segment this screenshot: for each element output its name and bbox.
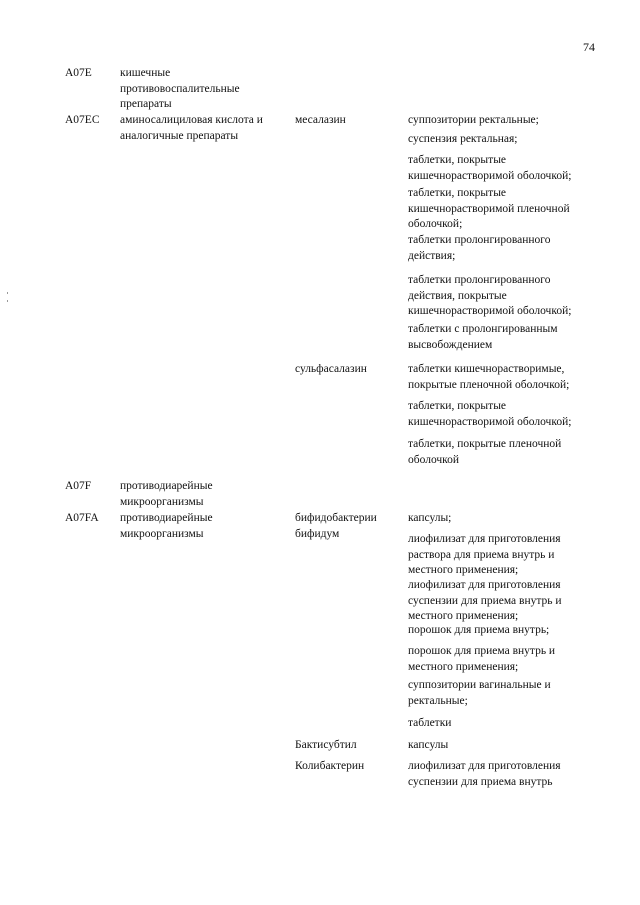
- form-8: [408, 362, 569, 393]
- form-15-line: порошок для приема внутрь и: [408, 645, 556, 657]
- form-10-line: оболочкой: [408, 453, 460, 466]
- form-6: [408, 273, 571, 320]
- drug-colibacterin: [295, 759, 364, 775]
- a07e-code: [65, 66, 92, 82]
- form-12-line: лиофилизат для приготовления: [408, 533, 561, 545]
- form-8-line: покрытые пленочной оболочкой;: [408, 378, 570, 391]
- form-1: [408, 113, 539, 129]
- a07f-name: [120, 479, 213, 510]
- form-19: [408, 759, 561, 790]
- form-4-line: оболочкой;: [408, 218, 463, 230]
- form-13-line: местного применения;: [408, 610, 519, 622]
- a07e-code-line: A07E: [65, 67, 92, 79]
- form-16-line: суппозитории вагинальные и: [408, 679, 551, 691]
- a07e-name: [120, 66, 240, 113]
- a07fa-code: [65, 511, 99, 527]
- a07fa-name: [120, 511, 213, 542]
- a07fa-name-line: противодиарейные: [120, 512, 213, 524]
- a07ec-code-line: A07EC: [65, 114, 100, 126]
- form-7: [408, 322, 558, 353]
- form-17-line: таблетки: [408, 717, 452, 729]
- a07ec-code: [65, 113, 100, 129]
- form-12-line: местного применения;: [408, 564, 519, 576]
- form-9-line: таблетки, покрытые: [408, 400, 507, 412]
- drug-colibacterin-line: Колибактерин: [295, 760, 365, 772]
- drug-bactisubtil: [295, 738, 357, 754]
- drug-sulfasalazine-line: сульфасалазин: [295, 363, 367, 375]
- a07f-name-line: микроорганизмы: [120, 495, 204, 508]
- form-16-line: ректальные;: [408, 694, 468, 707]
- form-13-line: лиофилизат для приготовления: [408, 579, 561, 591]
- a07fa-name-line: микроорганизмы: [120, 527, 204, 540]
- form-3-line: кишечнорастворимой оболочкой;: [408, 169, 572, 182]
- form-19-line: суспензии для приема внутрь: [408, 775, 553, 788]
- a07f-code-line: A07F: [65, 480, 92, 492]
- a07ec-name: [120, 113, 263, 144]
- form-14: [408, 623, 549, 639]
- form-10-line: таблетки, покрытые пленочной: [408, 438, 562, 450]
- form-19-line: лиофилизат для приготовления: [408, 760, 561, 772]
- form-11-line: капсулы;: [408, 512, 452, 524]
- form-7-line: высвобождением: [408, 338, 493, 351]
- scan-mark: [7, 300, 8, 302]
- form-16: [408, 678, 551, 709]
- form-18-line: капсулы: [408, 739, 449, 751]
- form-5: [408, 233, 550, 264]
- form-9-line: кишечнорастворимой оболочкой;: [408, 415, 572, 428]
- page-number: 74: [583, 40, 595, 54]
- form-14-line: порошок для приема внутрь;: [408, 624, 550, 636]
- form-7-line: таблетки с пролонгированным: [408, 323, 558, 335]
- a07f-code: [65, 479, 91, 495]
- form-2-line: суспензия ректальная;: [408, 133, 518, 145]
- a07e-name-line: кишечные: [120, 67, 171, 79]
- drug-bifidum-line: бифидум: [295, 527, 340, 540]
- form-2: [408, 132, 517, 148]
- form-3: [408, 153, 571, 184]
- a07f-name-line: противодиарейные: [120, 480, 213, 492]
- drug-sulfasalazine: [295, 362, 367, 378]
- form-1-line: суппозитории ректальные;: [408, 114, 539, 126]
- form-4-line: кишечнорастворимой пленочной: [408, 202, 570, 215]
- form-6-line: таблетки пролонгированного: [408, 274, 551, 286]
- form-13: [408, 578, 562, 625]
- drug-bactisubtil-line: Бактисубтил: [295, 739, 357, 751]
- form-4-line: таблетки, покрытые: [408, 187, 507, 199]
- a07ec-name-line: аминосалициловая кислота и: [120, 114, 263, 126]
- form-12-line: раствора для приема внутрь и: [408, 548, 555, 561]
- form-5-line: действия;: [408, 249, 456, 262]
- form-15: [408, 644, 555, 675]
- drug-bifidum: [295, 511, 377, 542]
- form-6-line: действия, покрытые: [408, 289, 507, 302]
- form-12: [408, 532, 561, 579]
- form-17: [408, 716, 451, 732]
- form-5-line: таблетки пролонгированного: [408, 234, 551, 246]
- form-18: [408, 738, 448, 754]
- form-3-line: таблетки, покрытые: [408, 154, 507, 166]
- form-15-line: местного применения;: [408, 660, 519, 673]
- form-9: [408, 399, 571, 430]
- drug-mesalazine: [295, 113, 346, 129]
- form-13-line: суспензии для приема внутрь и: [408, 594, 562, 607]
- scan-mark: [7, 292, 8, 294]
- a07e-name-line: препараты: [120, 98, 172, 110]
- a07ec-name-line: аналогичные препараты: [120, 129, 239, 142]
- drug-mesalazine-line: месалазин: [295, 114, 346, 126]
- a07e-name-line: противовоспалительные: [120, 82, 240, 95]
- a07fa-code-line: A07FA: [65, 512, 99, 524]
- form-11: [408, 511, 451, 527]
- drug-bifidum-line: бифидобактерии: [295, 512, 377, 524]
- form-6-line: кишечнорастворимой оболочкой;: [408, 305, 572, 317]
- form-10: [408, 437, 561, 468]
- form-8-line: таблетки кишечнорастворимые,: [408, 363, 565, 375]
- form-4: [408, 186, 570, 233]
